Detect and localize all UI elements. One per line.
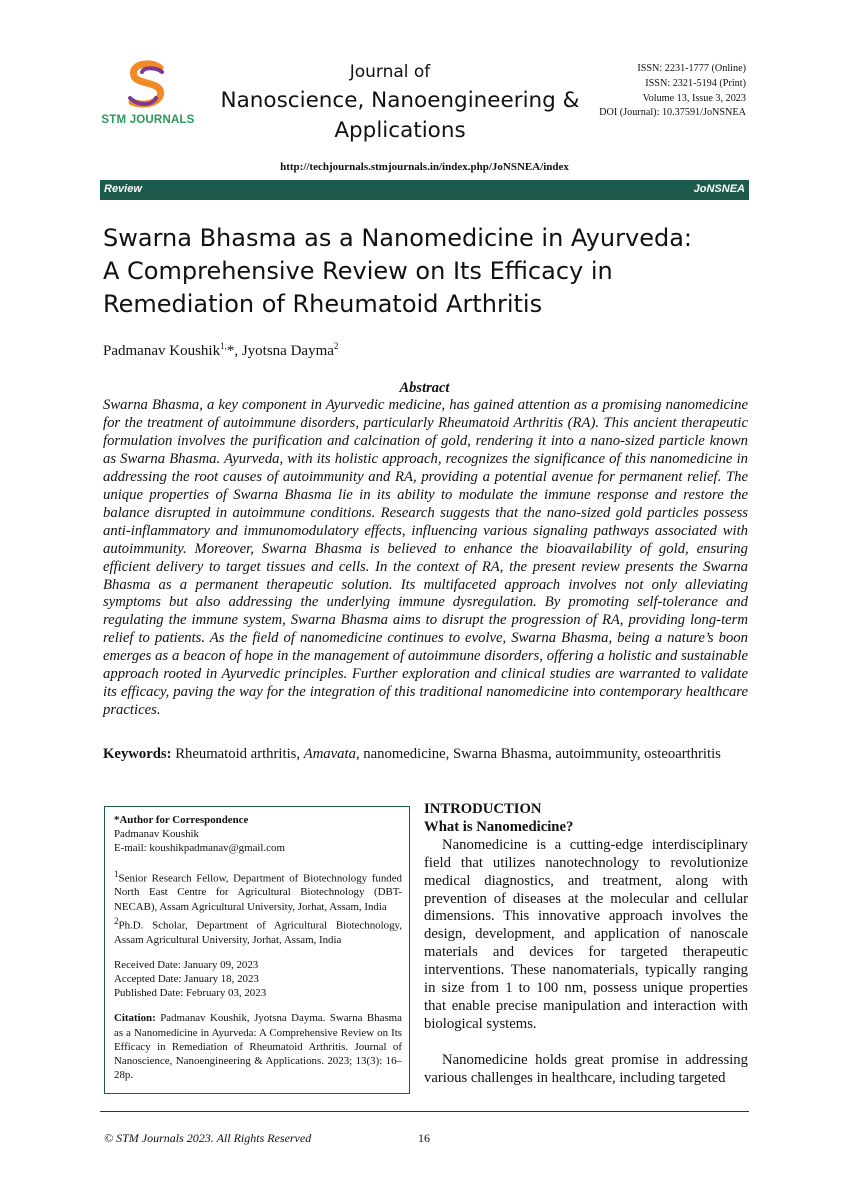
correspondence-heading: *Author for Correspondence xyxy=(114,814,249,826)
article-title xyxy=(103,222,753,321)
abstract-text: Swarna Bhasma, a key component in Ayurvedic medicine, has gained attention as a promising nanomedicine for the treatment of autoimmune disorders, particularly Rheumatoid Arthritis (RA). This ancient therapeutic formulation involves the purification and calcination of gold, rendering it into a nano-sized particle known as Swarna Bhasma. Ayurveda, with its holistic approach, recognizes the significance of this nanomedicine in addressing the root causes of autoimmunity and RA, providing a potential avenue for permanent relief. The unique properties of Swarna Bhasma lie in its ability to modulate the immune response and restore the balance disrupted in autoimmune conditions. Research suggests that the nano-sized gold particles possess anti-inflammatory and immunomodulatory effects, influencing various signaling pathways associated with autoimmunity. Moreover, Swarna Bhasma is believed to enhance the bioavailability of gold, ensuring efficient delivery to target tissues and cells. In the context of RA, the present review presents the Swarna Bhasma as a permanent therapeutic solution. Its multifaceted approach involves not only alleviating symptoms but also addressing the underlying immune dysregulation. By promoting self-tolerance and regulating the immune system, Swarna Bhasma aims to disrupt the progression of RA, providing long-term relief to patients. As the field of nanomedicine continues to evolve, Swarna Bhasma, being a nature’s boon emerges as a beacon of hope in the management of autoimmune disorders, offering a holistic and sustainable approach rooted in Ayurvedic principles. Further exploration and clinical studies are warranted to validate its efficacy, paving the way for the integration of this traditional nanomedicine into contemporary healthcare practices. xyxy=(103,397,748,719)
affiliation-1: $^1$Senior Research Fellow, Department of Biotechnology funded North East Centre for Agricultural Biotechnology (DBT-NECAB), Assam Agricultural University, Jorhat, Assam, India xyxy=(114,868,402,913)
received-date: Received Date: January 09, 2023 xyxy=(114,958,259,971)
author-2-affil: 2 xyxy=(333,341,339,351)
correspondence-email[interactable]: E-mail: koushikpadmanav@gmail.com xyxy=(114,842,285,855)
title-line-3: Remediation of Rheumatoid Arthritis xyxy=(103,290,543,318)
journal-name-line1: Nanoscience, Nanoengineering & xyxy=(220,88,580,113)
affiliation-2: $^2$Ph.D. Scholar, Department of Agricultural Biotechnology, Assam Agricultural University, Jorhat, Assam, India xyxy=(114,915,402,946)
journal-doi: DOI (Journal): 10.37591/JoNSNEA xyxy=(599,107,746,119)
author-separator: , xyxy=(234,343,242,359)
keywords-line xyxy=(103,746,753,763)
affiliation-2-sup: 2 xyxy=(114,915,119,926)
abstract-heading: Abstract xyxy=(399,380,450,396)
correspondence-content xyxy=(114,813,402,1083)
introduction-paragraph-2: Nanomedicine holds great promise in addressing various challenges in healthcare, including targeted xyxy=(424,1051,748,1086)
keywords-italic: Amavata xyxy=(303,746,356,762)
journal-abbrev-label: JoNSNEA xyxy=(693,183,745,195)
journal-name-line2: Applications xyxy=(334,118,466,143)
published-date: Published Date: February 03, 2023 xyxy=(114,987,267,1000)
stm-logo-icon xyxy=(122,58,172,114)
volume-issue: Volume 13, Issue 3, 2023 xyxy=(642,92,746,104)
accepted-date: Accepted Date: January 18, 2023 xyxy=(114,973,259,986)
article-type-label: Review xyxy=(104,183,142,195)
page-number: 16 xyxy=(418,1131,430,1145)
citation-label: Citation: xyxy=(114,1012,156,1025)
title-line-1: Swarna Bhasma as a Nanomedicine in Ayurveda: xyxy=(103,224,692,252)
introduction-paragraph-1: Nanomedicine is a cutting-edge interdisciplinary field that utilizes nanotechnology to revolutionize medical diagnostics, and treatment, along with prevention of diseases at the molecular and cellular dimensions. This innovative approach involves the design, development, and application of nanoscale materials and devices for targeted therapeutic interventions. These nanomaterials, typically ranging in size from 1 to 100 nm, possess unique properties that enable precise manipulation and interaction with biological systems. xyxy=(424,836,748,1032)
keywords-label: Keywords: xyxy=(103,746,172,762)
introduction-subheading: What is Nanomedicine? xyxy=(424,818,574,835)
introduction-heading: INTRODUCTION xyxy=(424,801,542,817)
affiliation-1-sup: 1 xyxy=(114,868,119,879)
footer-divider xyxy=(100,1111,749,1112)
journal-of-label: Journal of xyxy=(349,62,431,82)
correspondence-name: Padmanav Koushik xyxy=(114,828,199,841)
author-list xyxy=(103,341,338,360)
keywords-part-2: , nanomedicine, Swarna Bhasma, autoimmunity, osteoarthritis xyxy=(355,746,721,762)
title-line-2: A Comprehensive Review on Its Efficacy in xyxy=(103,257,613,285)
introduction-section xyxy=(424,801,748,1088)
corresponding-mark: * xyxy=(226,343,235,359)
citation: Citation: Padmanav Koushik, Jyotsna Dayma. Swarna Bhasma as a Nanomedicine in Ayurveda: A Comprehensive Review on Its Efficacy in Remediation of Rheumatoid Arthritis. Journal of Nanoscience, Nanoengineering & Applications. 2023; 13(3): 16–28p. xyxy=(114,1012,402,1082)
author-1-affil: 1, xyxy=(220,341,227,351)
keywords-part-1: Rheumatoid arthritis, xyxy=(171,746,304,762)
section-band xyxy=(100,180,749,200)
author-2: Jyotsna Dayma xyxy=(241,343,334,359)
journal-meta xyxy=(546,62,746,121)
footer-copyright: © STM Journals 2023. All Rights Reserved xyxy=(104,1131,312,1145)
journal-url-link[interactable]: http://techjournals.stmjournals.in/index.php/JoNSNEA/index xyxy=(280,161,569,173)
journal-name xyxy=(210,86,590,146)
logo-text: STM JOURNALS xyxy=(101,114,195,126)
author-1: Padmanav Koushik xyxy=(103,343,221,359)
issn-print: ISSN: 2321-5194 (Print) xyxy=(645,77,746,89)
issn-online: ISSN: 2231-1777 (Online) xyxy=(637,63,746,74)
